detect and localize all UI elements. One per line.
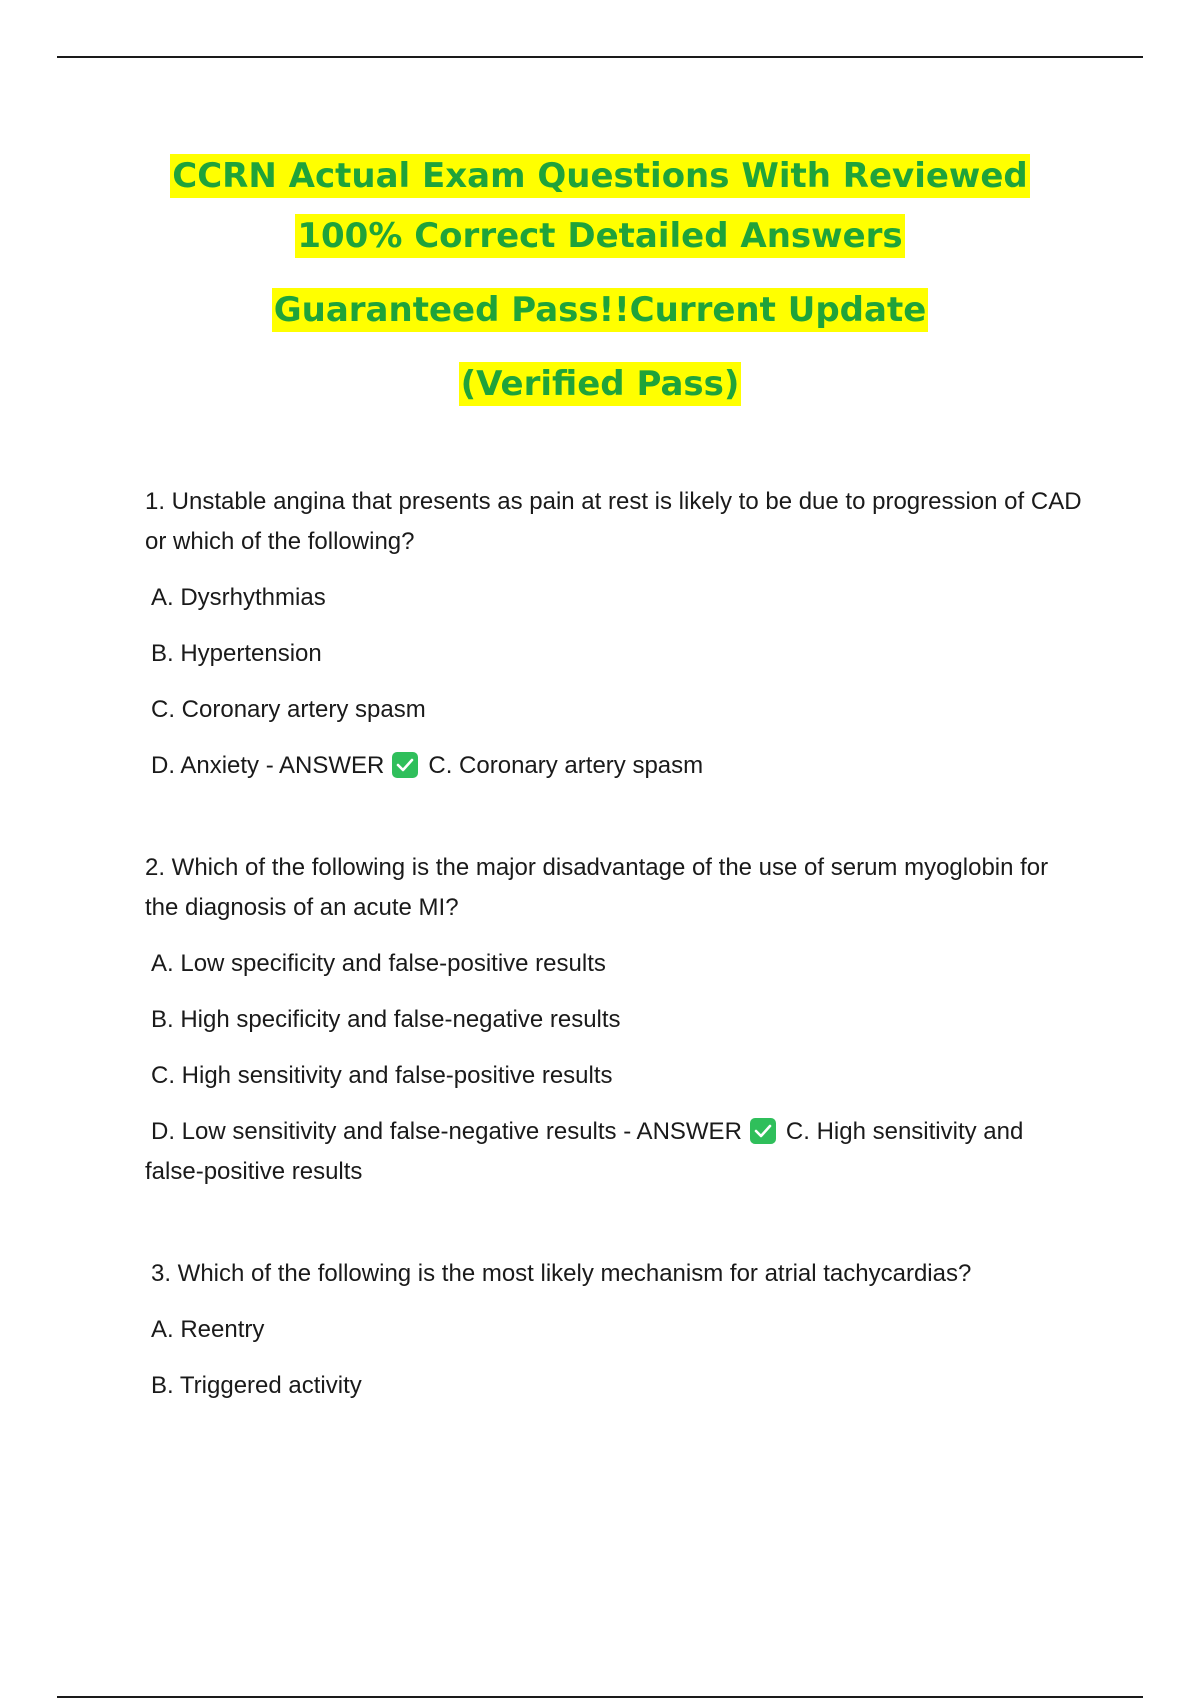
- option-a: A. Dysrhythmias: [151, 584, 326, 611]
- option-d: D. Low sensitivity and false-negative results - ANSWER: [151, 1118, 742, 1145]
- question-text: 2. Which of the following is the major disadvantage of the use of serum myoglobin for the diagnosis of an acute MI?: [145, 854, 1049, 921]
- question-block-2: [145, 848, 1085, 1192]
- answer-text: C. High sensitivity and false-positive results: [145, 1118, 1024, 1185]
- title-line-2: 100% Correct Detailed Answers: [297, 216, 903, 256]
- option-c: C. Coronary artery spasm: [151, 696, 426, 723]
- option-c: C. High sensitivity and false-positive results: [151, 1062, 613, 1089]
- question-text: 1. Unstable angina that presents as pain at rest is likely to be due to progression of CAD or which of the following?: [145, 488, 1082, 555]
- question-list: [145, 482, 1085, 1468]
- question-block-1: [145, 482, 1085, 786]
- top-divider: [57, 56, 1143, 58]
- option-a: A. Low specificity and false-positive results: [151, 950, 606, 977]
- title-line-4: (Verified Pass): [460, 364, 740, 404]
- document-title: [0, 146, 1200, 414]
- check-mark-icon: [750, 1118, 776, 1144]
- bottom-divider: [57, 1696, 1143, 1698]
- option-b: B. Hypertension: [151, 640, 322, 667]
- option-b: B. Triggered activity: [151, 1372, 362, 1399]
- check-mark-icon: [392, 752, 418, 778]
- option-d-with-answer: [151, 746, 1085, 786]
- title-line-1: CCRN Actual Exam Questions With Reviewed: [172, 156, 1028, 196]
- option-b: B. High specificity and false-negative results: [151, 1006, 621, 1033]
- question-text: 3. Which of the following is the most likely mechanism for atrial tachycardias?: [151, 1260, 972, 1287]
- title-line-3: Guaranteed Pass!!Current Update: [273, 290, 927, 330]
- option-d-with-answer: [145, 1112, 1085, 1192]
- option-a: A. Reentry: [151, 1316, 265, 1343]
- answer-text: C. Coronary artery spasm: [428, 752, 704, 779]
- question-block-3: [145, 1254, 1085, 1406]
- option-d: D. Anxiety - ANSWER: [151, 752, 385, 779]
